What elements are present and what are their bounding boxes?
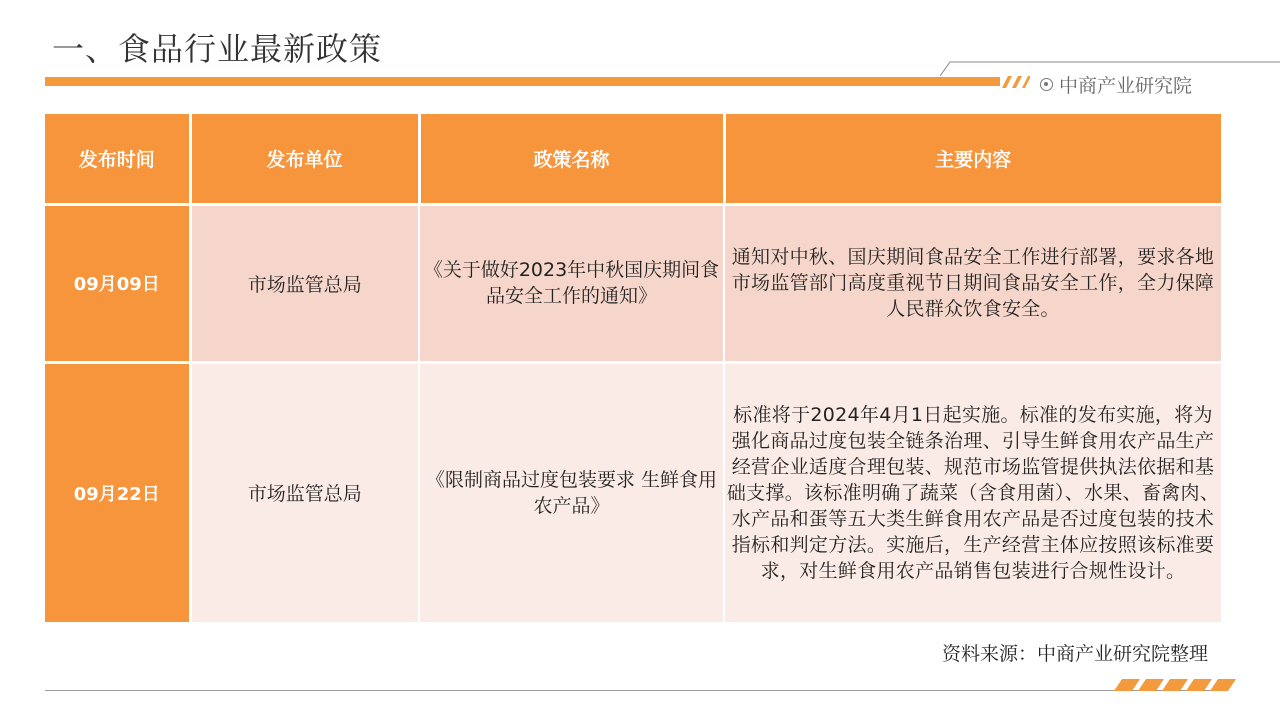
cell-content: 通知对中秋、国庆期间食品安全工作进行部署，要求各地市场监管部门高度重视节日期间食品安全工作，全力保障人民群众饮食安全。 (724, 205, 1221, 363)
cell-unit: 市场监管总局 (190, 362, 419, 622)
title-underline-bar (45, 77, 1000, 86)
column-header-unit: 发布单位 (190, 114, 419, 205)
column-header-content: 主要内容 (724, 114, 1221, 205)
column-header-date: 发布时间 (45, 114, 190, 205)
footer-deco-stripes (1108, 679, 1244, 691)
cell-unit: 市场监管总局 (190, 205, 419, 363)
source-note: 资料来源：中商产业研究院整理 (941, 643, 1208, 665)
footer-divider (45, 690, 1215, 691)
table-row (45, 205, 1221, 363)
cell-date: 09月09日 (45, 205, 190, 363)
table-header-row (45, 114, 1221, 205)
cell-policy-name: 《限制商品过度包装要求 生鲜食用农产品》 (419, 362, 724, 622)
page-title: 一、食品行业最新政策 (52, 30, 383, 68)
brand-name: 中商产业研究院 (1059, 75, 1193, 97)
header-deco-stripes (998, 76, 1030, 88)
table-row (45, 362, 1221, 622)
cell-date: 09月22日 (45, 362, 190, 622)
cell-policy-name: 《关于做好2023年中秋国庆期间食品安全工作的通知》 (419, 205, 724, 363)
brand-mark (1040, 71, 1192, 98)
column-header-policy-name: 政策名称 (419, 114, 724, 205)
policy-table (45, 114, 1221, 622)
cell-content: 标准将于2024年4月1日起实施。标准的发布实施，将为强化商品过度包装全链条治理、引导生鲜食用农产品生产经营企业适度合理包装、规范市场监管提供执法依据和基础支撑。该标准明确了蔬菜（含食用菌）、水果、畜禽肉、水产品和蛋等五大类生鲜食用农产品是否过度包装的技术指标和判定方法。实施后，生产经营主体应按照该标准要求，对生鲜食用农产品销售包装进行合规性设计。 (724, 362, 1221, 622)
brand-logo-icon (1040, 78, 1053, 91)
